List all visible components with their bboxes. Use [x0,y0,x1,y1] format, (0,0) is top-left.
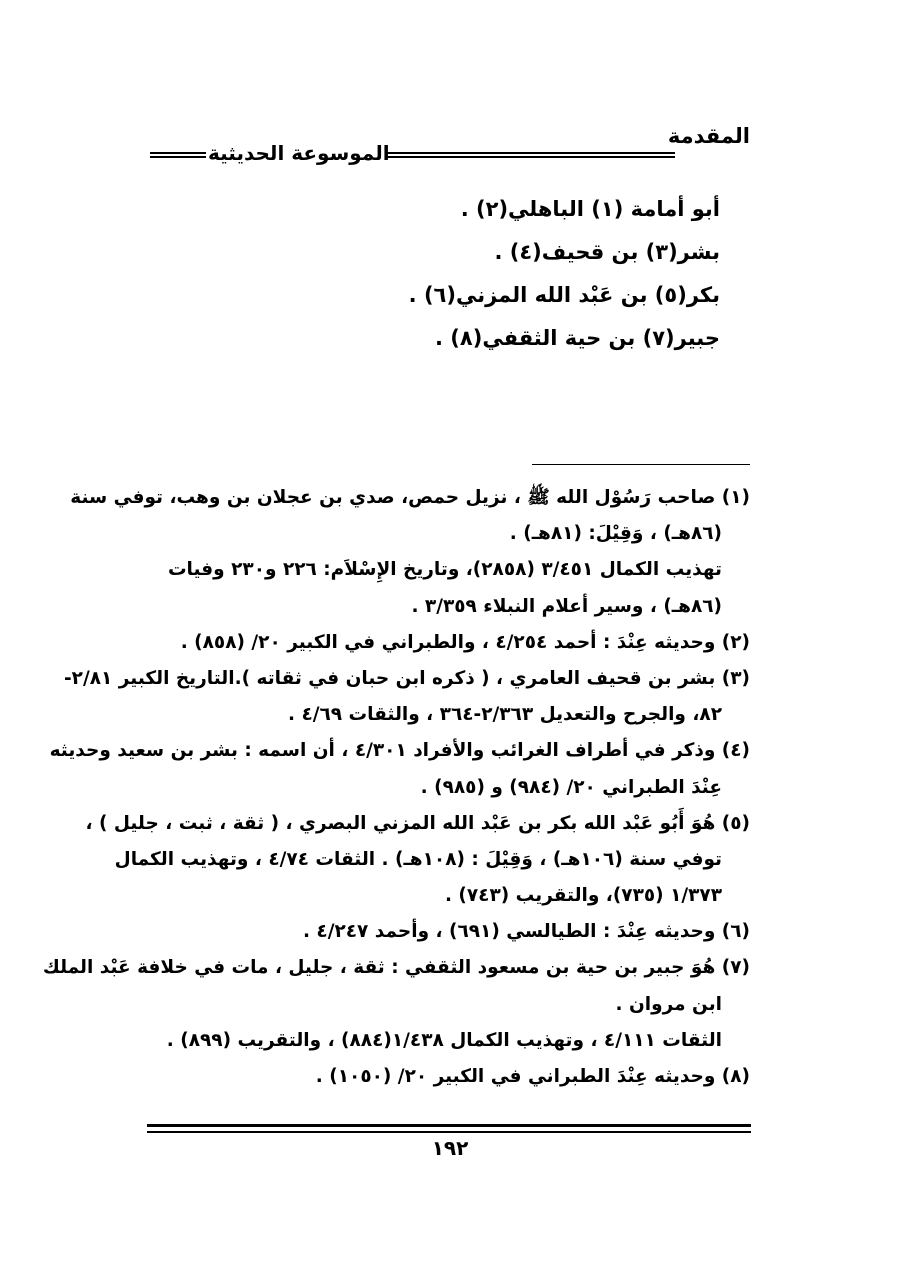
footer-rule-thick [147,1124,751,1127]
header-rule-short [150,152,206,158]
footnote-line: (٣) بشر بن قحيف العامري ، ( ذكره ابن حبان في ثقاته ).التاريخ الكبير ٢/٨١- [63,667,750,689]
narrator-list [220,188,720,360]
footnote-line: (٨٦هـ) ، وَقِيْلَ: (٨١هـ) . [509,523,722,545]
footnote-line: تهذيب الكمال ٣/٤٥١ (٢٨٥٨)، وتاريخ الإِسْلاَم: ٢٢٦ و٢٣٠ وفيات [167,559,722,581]
book-title: الموسوعة الحديثية [208,141,390,165]
footnote-line: (٨٦هـ) ، وسير أعلام النبلاء ٣/٣٥٩ . [411,595,722,617]
footnote-line: (٦) وحديثه عِنْدَ : الطيالسي (٦٩١) ، وأحمد ٤/٢٤٧ . [302,921,750,943]
footnote-line: (٢) وحديثه عِنْدَ : أحمد ٤/٢٥٤ ، والطبراني في الكبير ٢٠/ (٨٥٨) . [180,631,750,653]
narrator-line: أبو أمامة (١) الباهلي(٢) . [460,197,720,221]
footnote-line: ابن مروان . [615,993,722,1015]
narrator-line: بكر(٥) بن عَبْد الله المزني(٦) . [408,283,720,307]
footnote-line: توفي سنة (١٠٦هـ) ، وَقِيْلَ : (١٠٨هـ) . الثقات ٤/٧٤ ، وتهذيب الكمال [114,848,722,870]
footnotes [42,480,750,1095]
footnote-line: ١/٣٧٣ (٧٣٥)، والتقريب (٧٤٣) . [444,885,722,907]
footnote-line: عِنْدَ الطبراني ٢٠/ (٩٨٤) و (٩٨٥) . [420,776,722,798]
footnote-line: (١) صاحب رَسُوْل الله ﷺ ، نزيل حمص، صدي بن عجلان بن وهب، توفي سنة [70,487,750,508]
footnote-line: الثقات ٤/١١١ ، وتهذيب الكمال ١/٤٣٨(٨٨٤) ، والتقريب (٨٩٩) . [166,1029,722,1051]
section-title: المقدمة [667,124,750,148]
footnote-line: ٨٢، والجرح والتعديل ٢/٣٦٣-٣٦٤ ، والثقات ٤/٦٩ . [288,704,722,726]
footnote-line: (٧) هُوَ جبير بن حية بن مسعود الثقفي : ثقة ، جليل ، مات في خلافة عَبْد الملك [42,957,750,979]
narrator-line: بشر(٣) بن قحيف(٤) . [494,240,720,264]
footnote-line: (٨) وحديثه عِنْدَ الطبراني في الكبير ٢٠/ (١٠٥٠) . [315,1066,750,1087]
footnote-separator [532,464,750,465]
footnote-line: (٥) هُوَ أَبُو عَبْد الله بكر بن عَبْد الله المزني البصري ، ( ثقة ، ثبت ، جليل ) ، [85,812,750,834]
page-number: ١٩٢ [431,1136,469,1160]
footnote-line: (٤) وذكر في أطراف الغرائب والأفراد ٤/٣٠١ ، أن اسمه : بشر بن سعيد وحديثه [49,740,750,762]
narrator-line: جبير(٧) بن حية الثقفي(٨) . [435,326,720,350]
footer-rule-thin [147,1131,751,1133]
header-rule-long [385,152,675,158]
